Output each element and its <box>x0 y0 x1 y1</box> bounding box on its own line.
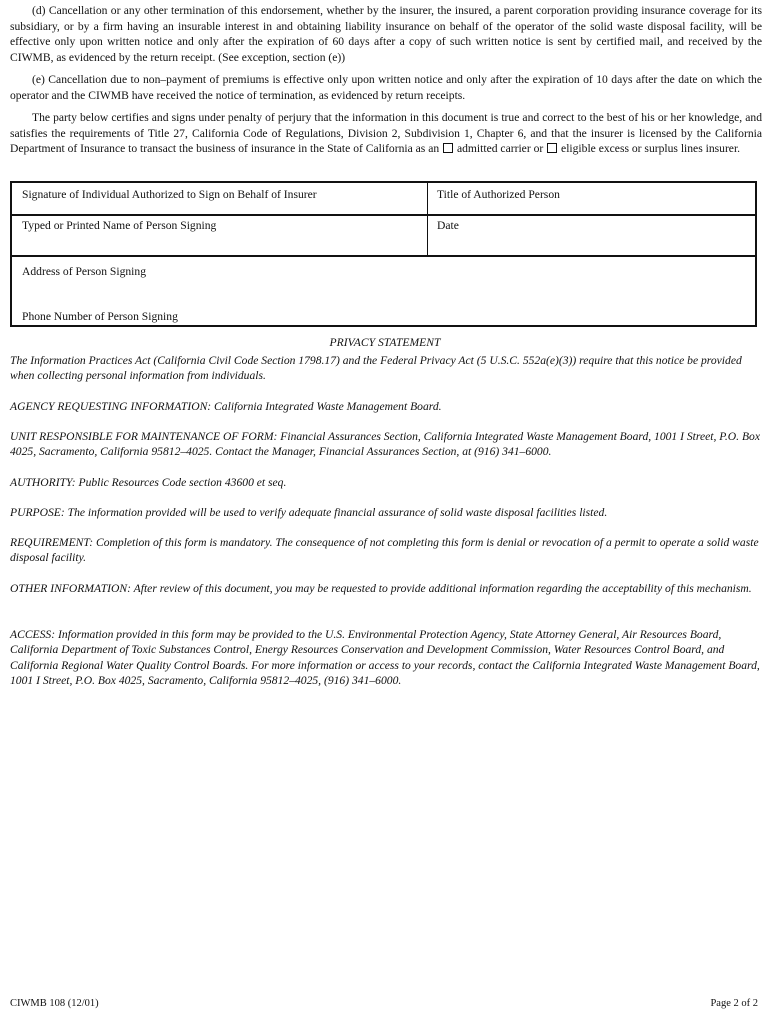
eligible-excess-label: eligible excess or surplus lines insurer. <box>561 142 741 156</box>
table-divider-row1 <box>12 214 755 216</box>
privacy-statement-title: PRIVACY STATEMENT <box>329 336 441 349</box>
privacy-intro: The Information Practices Act (California Civil Code Section 1798.17) and the Federal Privacy Act (5 U.S.C. 552a(e)(3)) require that this notice be provided when collecting personal information from individuals. <box>10 354 742 383</box>
printed-name-field[interactable]: Typed or Printed Name of Person Signing <box>22 219 217 232</box>
phone-field[interactable]: Phone Number of Person Signing <box>22 310 178 323</box>
form-id: CIWMB 108 (12/01) <box>10 998 99 1009</box>
admitted-carrier-label: admitted carrier or <box>456 142 544 156</box>
privacy-other: OTHER INFORMATION: After review of this document, you may be requested to provide additional information regarding the acceptability of this mechanism. <box>10 582 752 595</box>
address-field[interactable]: Address of Person Signing <box>22 265 146 278</box>
certification-text: The party below certifies and signs under penalty of perjury that the information in this document is true and correct to the best of his or her knowledge, and satisfies the requirements of Title 27, California Code of Regulations, Division 2, Subdivision 1, Chapter 6, and that the insurer is licensed by the California Department of Insurance to transact the business of insurance in the State of California as an <box>10 111 762 156</box>
paragraph-d: (d) Cancellation or any other termination of this endorsement, whether by the insurer, the insured, a parent corporation providing insurance coverage for its subsidiary, or by a firm having an insurable interest in and obtaining liability insurance on behalf of the operator of the solid waste disposal facility, will be effective only upon written notice and only after the expiration of 60 days after a copy of such written notice is sent by certified mail, and received by the CIWMB, as evidenced by the return receipt. (See exception, section (e)) <box>10 4 762 64</box>
privacy-unit: UNIT RESPONSIBLE FOR MAINTENANCE OF FORM: Financial Assurances Section, California Integrated Waste Management Board, 1001 I Street, P.O. Box 4025, Sacramento, California 95812–4025. Contact the Manager, Financial Assurances Section, at (916) 341–6000. <box>10 430 760 459</box>
eligible-excess-checkbox[interactable] <box>547 143 557 153</box>
privacy-purpose: PURPOSE: The information provided will be used to verify adequate financial assurance of solid waste disposal facilities listed. <box>10 506 608 519</box>
signature-table <box>10 181 757 327</box>
privacy-requirement: REQUIREMENT: Completion of this form is mandatory. The consequence of not completing this form is denial or revocation of a permit to operate a solid waste disposal facility. <box>10 536 759 565</box>
date-field[interactable]: Date <box>437 219 459 232</box>
privacy-agency: AGENCY REQUESTING INFORMATION: California Integrated Waste Management Board. <box>10 400 442 413</box>
table-divider-vertical <box>427 183 428 257</box>
page-number: Page 2 of 2 <box>710 998 758 1009</box>
privacy-access: ACCESS: Information provided in this form may be provided to the U.S. Environmental Protection Agency, State Attorney General, Air Resources Board, California Department of Toxic Substances Control, Energy Resources Conservation and Development Commission, Water Resources Control Board, and California Regional Water Quality Control Boards. For more information or access to your records, contact the California Integrated Waste Management Board, 1001 I Street, P.O. Box 4025, Sacramento, California 95812–4025, (916) 341–6000. <box>10 628 760 688</box>
signature-field[interactable]: Signature of Individual Authorized to Sign on Behalf of Insurer <box>22 188 317 201</box>
certification-paragraph <box>10 110 762 157</box>
table-divider-row2 <box>12 255 755 257</box>
title-field[interactable]: Title of Authorized Person <box>437 188 560 201</box>
privacy-authority: AUTHORITY: Public Resources Code section 43600 et seq. <box>10 476 287 489</box>
paragraph-e: (e) Cancellation due to non–payment of premiums is effective only upon written notice and only after the expiration of 10 days after the date on which the operator and the CIWMB have received the notice of termination, as evidenced by return receipts. <box>10 73 762 102</box>
admitted-carrier-checkbox[interactable] <box>443 143 453 153</box>
